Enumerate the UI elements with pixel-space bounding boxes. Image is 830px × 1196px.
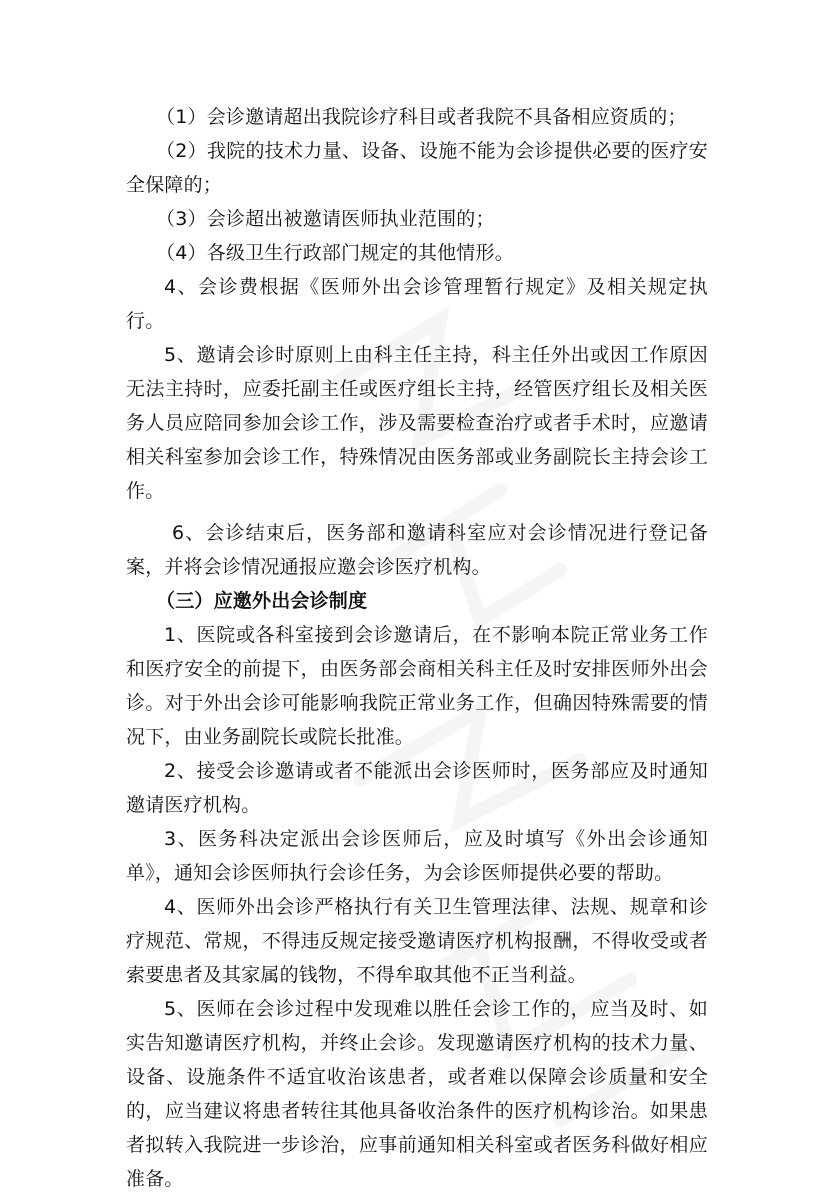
- paragraph-outbound-3: 3、医务科决定派出会诊医师后，应及时填写《外出会诊通知单》，通知会诊医师执行会诊任务，为会诊医师提供必要的帮助。: [126, 828, 708, 884]
- paragraph-outbound-1: 1、医院或各科室接到会诊邀请后，在不影响本院正常业务工作和医疗安全的前提下，由医务部会商相关科主任及时安排医师外出会诊。对于外出会诊可能影响我院正常业务工作，但确因特殊需要的情况下，由业务副院长或院长批准。: [126, 624, 708, 748]
- paragraph-rule-6-record: 6、会诊结束后，医务部和邀请科室应对会诊情况进行登记备案，并将会诊情况通报应邀会诊医疗机构。: [126, 522, 708, 578]
- paragraph-condition-1: （1）会诊邀请超出我院诊疗科目或者我院不具备相应资质的；: [156, 106, 687, 128]
- paragraph-outbound-2: 2、接受会诊邀请或者不能派出会诊医师时，医务部应及时通知邀请医疗机构。: [126, 760, 708, 816]
- section-heading-outbound-consultation: （三）应邀外出会诊制度: [156, 590, 368, 612]
- document-body: [126, 100, 708, 1196]
- paragraph-condition-2: （2）我院的技术力量、设备、设施不能为会诊提供必要的医疗安全保障的；: [126, 140, 708, 196]
- paragraph-rule-4-fees: 4、会诊费根据《医师外出会诊管理暂行规定》及相关规定执行。: [126, 276, 708, 332]
- paragraph-condition-3: （3）会诊超出被邀请医师执业范围的；: [156, 208, 495, 230]
- paragraph-rule-5-host: 5、邀请会诊时原则上由科主任主持，科主任外出或因工作原因无法主持时，应委托副主任或医疗组长主持，经管医疗组长及相关医务人员应陪同参加会诊工作，涉及需要检查治疗或者手术时，应邀请相关科室参加会诊工作，特殊情况由医务部或业务副院长主持会诊工作。: [126, 344, 708, 502]
- paragraph-condition-4: （4）各级卫生行政部门规定的其他情形。: [156, 242, 514, 264]
- paragraph-outbound-5: 5、医师在会诊过程中发现难以胜任会诊工作的，应当及时、如实告知邀请医疗机构，并终止会诊。发现邀请医疗机构的技术力量、设备、设施条件不适宜收治该患者，或者难以保障会诊质量和安全的，应当建议将患者转往其他具备收治条件的医疗机构诊治。如果患者拟转入我院进一步诊治，应事前通知相关科室或者医务科做好相应准备。: [126, 998, 708, 1190]
- paragraph-outbound-4: 4、医师外出会诊严格执行有关卫生管理法律、法规、规章和诊疗规范、常规，不得违反规定接受邀请医疗机构报酬，不得收受或者索要患者及其家属的钱物，不得牟取其他不正当利益。: [126, 896, 708, 986]
